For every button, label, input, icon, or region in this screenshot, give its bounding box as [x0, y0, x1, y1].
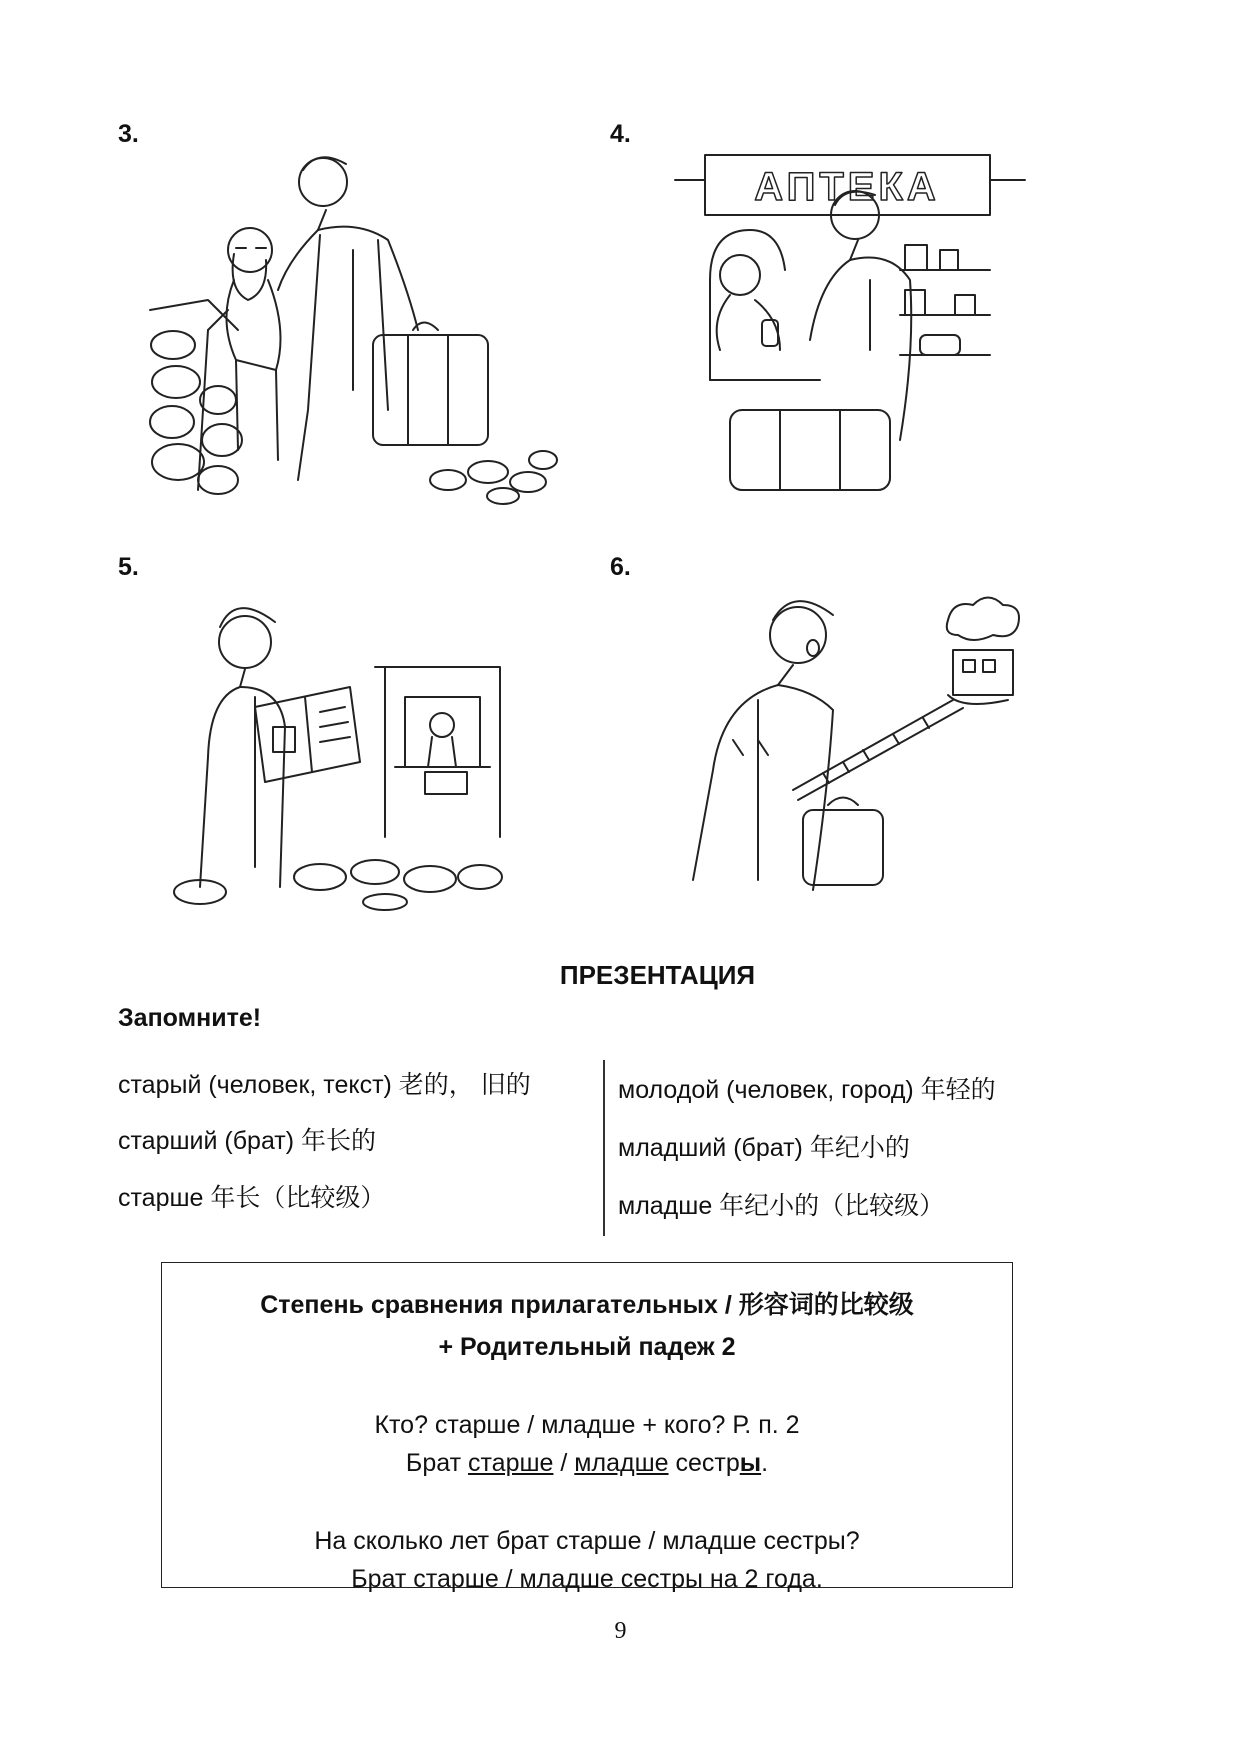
column-divider: [603, 1060, 605, 1236]
illustration-4: [670, 150, 1030, 500]
vocab-item: младший (брат) 年纪小的: [618, 1134, 910, 1162]
illustration-6: [663, 590, 1028, 910]
illustration-3: [148, 150, 560, 508]
illustration-5: [170, 587, 525, 912]
vocab-right-column: [618, 1070, 1088, 1240]
rule-question: На сколько лет брат старше / младше сестры?: [314, 1527, 860, 1555]
picture-number-5: 5.: [118, 553, 139, 581]
vocab-left-column: [118, 1065, 598, 1235]
rule-answer: Брат старше / младше сестры на 2 года.: [351, 1565, 823, 1593]
pharmacy-sign-text: АПТЕКА: [754, 165, 940, 209]
picture-number-3: 3.: [118, 120, 139, 148]
example-subject: Брат: [405, 1449, 462, 1477]
vocab-item: молодой (человек, город) 年轻的: [618, 1076, 996, 1104]
picture-number-4: 4.: [610, 120, 631, 148]
remember-heading: Запомните!: [118, 1004, 262, 1032]
example-object: [675, 1449, 768, 1477]
example-object-stem: сестр: [675, 1449, 740, 1477]
section-title: ПРЕЗЕНТАЦИЯ: [559, 960, 756, 990]
example-slash: /: [560, 1449, 568, 1477]
rule-subheading: + Родительный падеж 2: [438, 1333, 736, 1361]
rule-example: [162, 1449, 1012, 1478]
vocab-item: младше 年纪小的（比较级）: [618, 1192, 945, 1220]
vocab-item: старый (человек, текст) 老的， 旧的: [118, 1071, 531, 1099]
page-number: 9: [614, 1618, 627, 1644]
vocab-item: старший (брат) 年长的: [118, 1127, 377, 1155]
grammar-rule-box: [161, 1262, 1013, 1593]
rule-pattern: Кто? старше / младше + кого? Р. п. 2: [374, 1411, 800, 1439]
example-older: старше: [468, 1449, 554, 1477]
example-younger: младше: [574, 1449, 669, 1477]
picture-number-6: 6.: [610, 553, 631, 581]
vocab-item: старше 年长（比较级）: [118, 1184, 386, 1212]
example-period: .: [761, 1449, 769, 1477]
example-object-ending: ы: [739, 1449, 762, 1477]
rule-heading: Степень сравнения прилагательных / 形容词的比较级: [260, 1291, 914, 1319]
